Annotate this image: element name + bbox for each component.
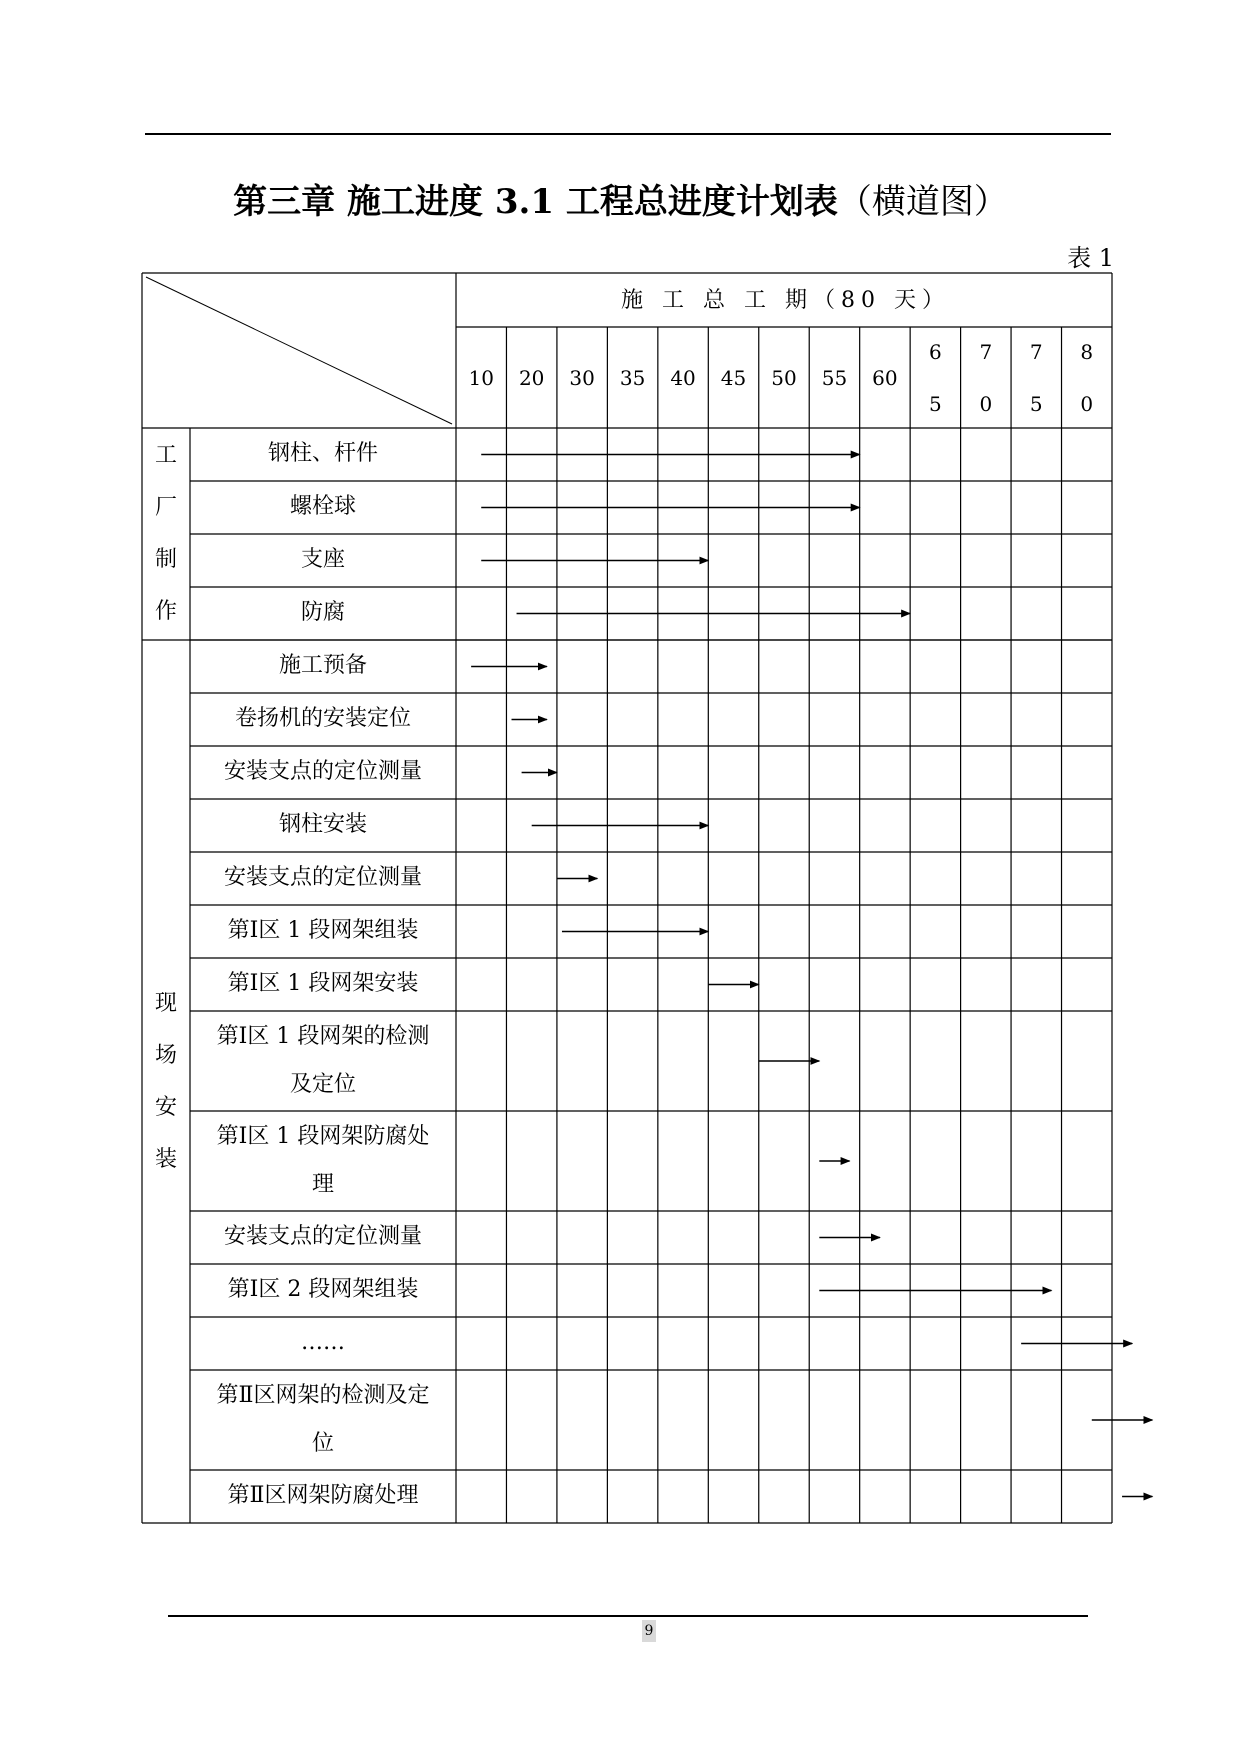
- group-label-char: 场: [154, 1042, 177, 1068]
- column-label-70-digit-2: 0: [979, 392, 993, 416]
- task-name: 安装支点的定位测量: [223, 865, 422, 890]
- task-name: 防腐: [300, 600, 345, 625]
- task-name: ……: [301, 1330, 345, 1355]
- column-label-50: 50: [771, 366, 797, 390]
- table-number: 表 1: [1067, 244, 1114, 272]
- header-diagonal-line: [146, 277, 452, 424]
- period-header: 施 工 总 工 期（80 天）: [621, 288, 950, 313]
- title-suffix: （横道图）: [837, 182, 1008, 222]
- task-name: 钢柱安装: [278, 812, 367, 837]
- group-label-char: 装: [154, 1146, 177, 1172]
- title-main: 第三章 施工进度 3.1 工程总进度计划表: [233, 182, 838, 222]
- group-label-char: 作: [154, 599, 177, 624]
- task-name: 第Ⅰ区 2 段网架组装: [227, 1277, 419, 1302]
- task-name-line-2: 及定位: [289, 1072, 356, 1097]
- task-name: 钢柱、杆件: [267, 441, 378, 466]
- page-number: 9: [642, 1620, 656, 1642]
- column-label-30: 30: [569, 366, 595, 390]
- column-label-75-digit-2: 5: [1029, 392, 1043, 416]
- bottom-rule: [168, 1615, 1088, 1617]
- task-name: 第Ⅰ区 1 段网架组装: [227, 918, 419, 943]
- task-name: 施工预备: [278, 653, 367, 678]
- column-label-45: 45: [720, 366, 747, 390]
- group-label-char: 现: [154, 990, 177, 1016]
- column-label-65-digit-2: 5: [928, 392, 942, 416]
- column-label-60: 60: [872, 366, 898, 390]
- task-name: 螺栓球: [289, 494, 356, 519]
- task-name: 第Ⅰ区 1 段网架的检测: [216, 1024, 430, 1049]
- column-label-10: 10: [468, 366, 494, 390]
- group-label-char: 厂: [154, 495, 177, 520]
- task-name: 第Ⅰ区 1 段网架安装: [227, 971, 419, 996]
- column-label-80-digit-2: 0: [1080, 392, 1094, 416]
- column-label-80-digit-1: 8: [1080, 340, 1094, 364]
- group-label-char: 制: [154, 547, 177, 572]
- task-name: 安装支点的定位测量: [223, 759, 422, 784]
- task-name: 第Ⅱ区网架的检测及定: [216, 1383, 430, 1408]
- column-label-65-digit-1: 6: [928, 340, 942, 364]
- column-label-20: 20: [518, 366, 545, 390]
- task-name: 第Ⅰ区 1 段网架防腐处: [216, 1124, 430, 1149]
- task-name: 支座: [300, 547, 345, 572]
- group-label-char: 安: [154, 1094, 177, 1120]
- column-label-70-digit-1: 7: [979, 340, 993, 364]
- task-name-line-2: 位: [311, 1431, 334, 1456]
- group-label-char: 工: [154, 443, 177, 468]
- task-name: 第Ⅱ区网架防腐处理: [227, 1483, 419, 1508]
- task-name-line-2: 理: [311, 1172, 334, 1197]
- task-name: 安装支点的定位测量: [223, 1224, 422, 1249]
- column-label-75-digit-1: 7: [1029, 340, 1043, 364]
- column-label-35: 35: [619, 366, 646, 390]
- column-label-55: 55: [821, 366, 848, 390]
- column-label-40: 40: [670, 366, 696, 390]
- task-name: 卷扬机的安装定位: [234, 706, 411, 731]
